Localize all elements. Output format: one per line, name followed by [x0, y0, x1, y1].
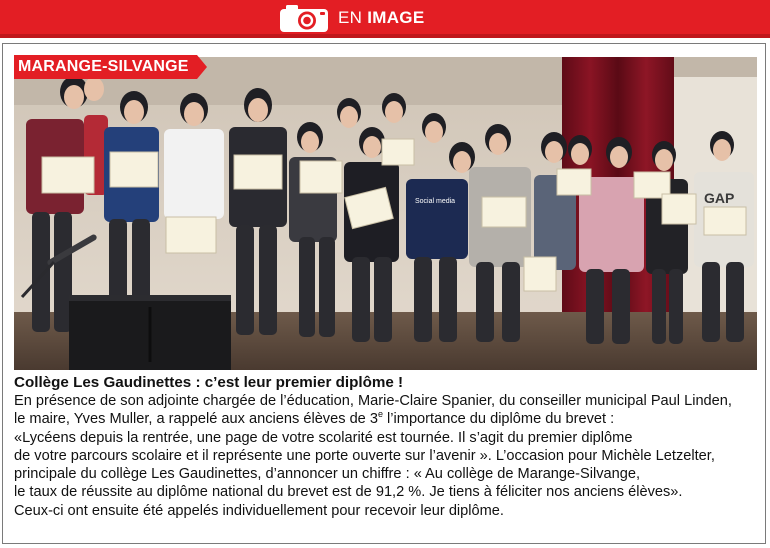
section-header: [278, 3, 424, 33]
location-tag: [14, 55, 207, 79]
article-line: Ceux-ci ont ensuite été appelés individuellement pour recevoir leur diplôme.: [14, 502, 504, 519]
section-title: [338, 8, 424, 28]
article-line: «Lycéens depuis la rentrée, une page de votre scolarité est tournée. Il s’agit du premier diplôme: [14, 429, 633, 446]
article-line: principale du collège Les Gaudinettes, d’annoncer un chiffre : « Au collège de Marange-Silvange,: [14, 466, 641, 483]
article-line-part: le maire, Yves Muller, a rappelé aux anciens élèves de 3: [14, 411, 378, 428]
camera-icon: [278, 3, 330, 33]
location-label: MARANGE-SILVANGE: [14, 55, 197, 79]
location-tag-arrow: [197, 55, 207, 79]
headline: Collège Les Gaudinettes : c’est leur premier diplôme !: [14, 374, 404, 391]
section-prefix: EN: [338, 8, 363, 27]
section-title-bold: IMAGE: [367, 8, 425, 27]
group-photo: [14, 57, 757, 370]
article-line: [14, 410, 759, 428]
article-line: le taux de réussite au diplôme national du brevet est de 91,2 %. Je tiens à féliciter nos anciens élèves».: [14, 484, 683, 501]
article-line: En présence de son adjointe chargée de l’éducation, Marie-Claire Spanier, du conseiller municipal Paul Linden,: [14, 393, 732, 409]
ordinal-suffix: e: [377, 409, 383, 420]
article-line-part: l’importance du diplôme du brevet :: [383, 411, 615, 428]
header-shadow: [0, 34, 770, 38]
sweatshirt-text: Social media: [415, 198, 456, 205]
hoodie-text: GAP: [704, 190, 735, 206]
article-body: [14, 373, 759, 520]
photo-illustration: [14, 57, 757, 370]
article-line: de votre parcours scolaire et il représente une porte ouverte sur l’avenir ». L’occasion pour Michèle Letzelter,: [14, 447, 715, 464]
